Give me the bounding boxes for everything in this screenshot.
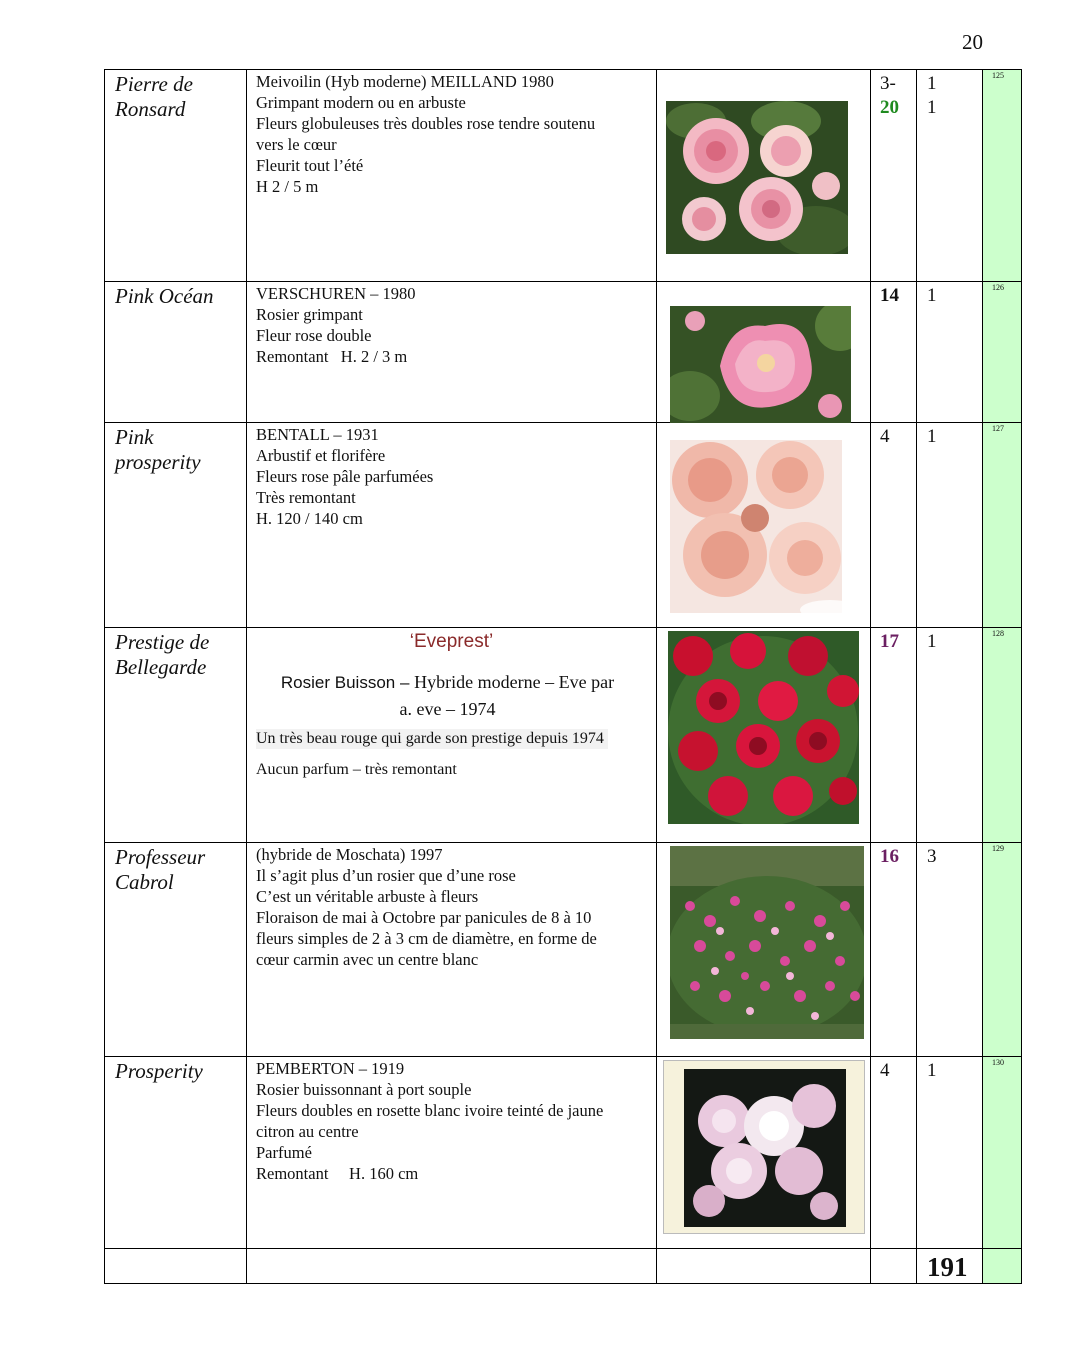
cultivar-subtitle	[247, 669, 648, 723]
rose-description	[247, 631, 656, 779]
cultivar-subtitle-part: Rosier Buisson –	[280, 673, 410, 692]
rose-name: Prestige de Bellegarde	[115, 630, 210, 679]
pink-ocean-rose-photo	[670, 306, 851, 423]
description-line: H. 160 cm	[349, 1164, 419, 1183]
count-value: 4	[880, 1060, 890, 1081]
rose-description	[247, 843, 656, 970]
count-column-2	[917, 282, 982, 308]
count-column-1	[871, 423, 916, 449]
count-value: 1	[927, 97, 937, 118]
description-line: Fleurs rose pâle parfumées	[256, 467, 434, 486]
rose-description	[247, 70, 656, 197]
description-line: C’est un véritable arbuste à fleurs	[256, 887, 479, 906]
rose-name: Pink Océan	[115, 284, 214, 308]
reference-number: 126	[992, 283, 1004, 292]
description-line: Arbustif et florifère	[256, 446, 386, 465]
pink-ronsard-rose-photo	[666, 101, 848, 254]
roses-table	[104, 69, 1022, 1284]
rose-description	[247, 1057, 656, 1184]
rose-name: Prosperity	[115, 1059, 203, 1083]
white-pink-rosette-photo	[663, 1060, 865, 1234]
cultivar-note: Aucun parfum – très remontant	[256, 761, 457, 778]
description-line: Grimpant modern ou en arbuste	[256, 93, 466, 112]
count-value: 1	[927, 631, 937, 652]
table-row	[105, 282, 1022, 423]
description-line: (hybride de Moschata) 1997	[256, 845, 443, 864]
count-value: 16	[880, 846, 899, 867]
count-value: 3-	[880, 73, 896, 94]
total-row	[105, 1249, 1022, 1284]
description-line: Il s’agit plus d’un rosier que d’une rose	[256, 866, 516, 885]
reference-number: 128	[992, 629, 1004, 638]
total-value: 191	[927, 1252, 968, 1282]
description-line: BENTALL – 1931	[256, 425, 379, 444]
rose-description	[247, 282, 656, 367]
description-line: citron au centre	[256, 1122, 359, 1141]
pale-pink-roses-photo	[670, 440, 842, 613]
description-line: Remontant	[256, 1164, 329, 1183]
cultivar-subtitle-part: a. eve – 1974	[399, 699, 496, 719]
description-line: Fleurit tout l’été	[256, 156, 364, 175]
description-line: H 2 / 5 m	[256, 177, 319, 196]
description-line: vers le cœur	[256, 135, 337, 154]
description-line: Meivoilin (Hyb moderne) MEILLAND 1980	[256, 72, 554, 91]
count-column-1	[871, 1057, 916, 1083]
description-line: H. 2 / 3 m	[340, 347, 408, 366]
description-line: Parfumé	[256, 1143, 312, 1162]
count-column-1	[871, 628, 916, 654]
table-row	[105, 423, 1022, 628]
count-value: 20	[880, 97, 899, 118]
count-column-1	[871, 843, 916, 869]
count-column-2	[917, 628, 982, 654]
count-value: 1	[927, 426, 937, 447]
rose-name: Pink prosperity	[115, 425, 201, 474]
description-line: Fleurs doubles en rosette blanc ivoire teinté de jaune	[256, 1101, 604, 1120]
description-line: H. 120 / 140 cm	[256, 509, 363, 528]
reference-number: 125	[992, 71, 1004, 80]
reference-number: 127	[992, 424, 1004, 433]
table-row	[105, 1057, 1022, 1249]
rose-description	[247, 423, 656, 529]
table-row	[105, 70, 1022, 282]
description-line: fleurs simples de 2 à 3 cm de diamètre, en forme de	[256, 929, 597, 948]
description-line: Rosier buissonnant à port souple	[256, 1080, 472, 1099]
count-column-1	[871, 282, 916, 308]
description-line: Fleurs globuleuses très doubles rose tendre soutenu	[256, 114, 596, 133]
count-column-1	[871, 70, 916, 120]
red-roses-bush-photo	[668, 631, 859, 824]
count-value: 3	[927, 846, 937, 867]
description-line: cœur carmin avec un centre blanc	[256, 950, 479, 969]
description-line: Remontant	[256, 347, 329, 366]
reference-number: 129	[992, 844, 1004, 853]
pink-flowering-shrub-photo	[670, 846, 864, 1039]
description-line: Floraison de mai à Octobre par panicules de 8 à 10	[256, 908, 592, 927]
count-column-2	[917, 1057, 982, 1083]
count-column-2	[917, 843, 982, 869]
description-line: VERSCHUREN – 1980	[256, 284, 416, 303]
count-value: 1	[927, 285, 937, 306]
rose-name: Professeur Cabrol	[115, 845, 206, 894]
count-value: 4	[880, 426, 890, 447]
reference-number: 130	[992, 1058, 1004, 1067]
rose-name: Pierre de Ronsard	[115, 72, 193, 121]
count-column-2	[917, 423, 982, 449]
description-line: Rosier grimpant	[256, 305, 363, 324]
table-row	[105, 843, 1022, 1057]
cultivar-note: Un très beau rouge qui garde son prestige depuis 1974	[256, 729, 608, 749]
count-value: 1	[927, 1060, 937, 1081]
table-row	[105, 628, 1022, 843]
count-value: 14	[880, 285, 899, 306]
count-value: 17	[880, 631, 899, 652]
description-line: PEMBERTON – 1919	[256, 1059, 405, 1078]
cultivar-title: ‘Eveprest’	[409, 631, 494, 652]
description-line: Très remontant	[256, 488, 356, 507]
count-value: 1	[927, 73, 937, 94]
description-line: Fleur rose double	[256, 326, 372, 345]
page-number: 20	[962, 30, 983, 54]
cultivar-subtitle-part: Hybride moderne – Eve par	[414, 672, 615, 692]
count-column-2	[917, 70, 982, 120]
